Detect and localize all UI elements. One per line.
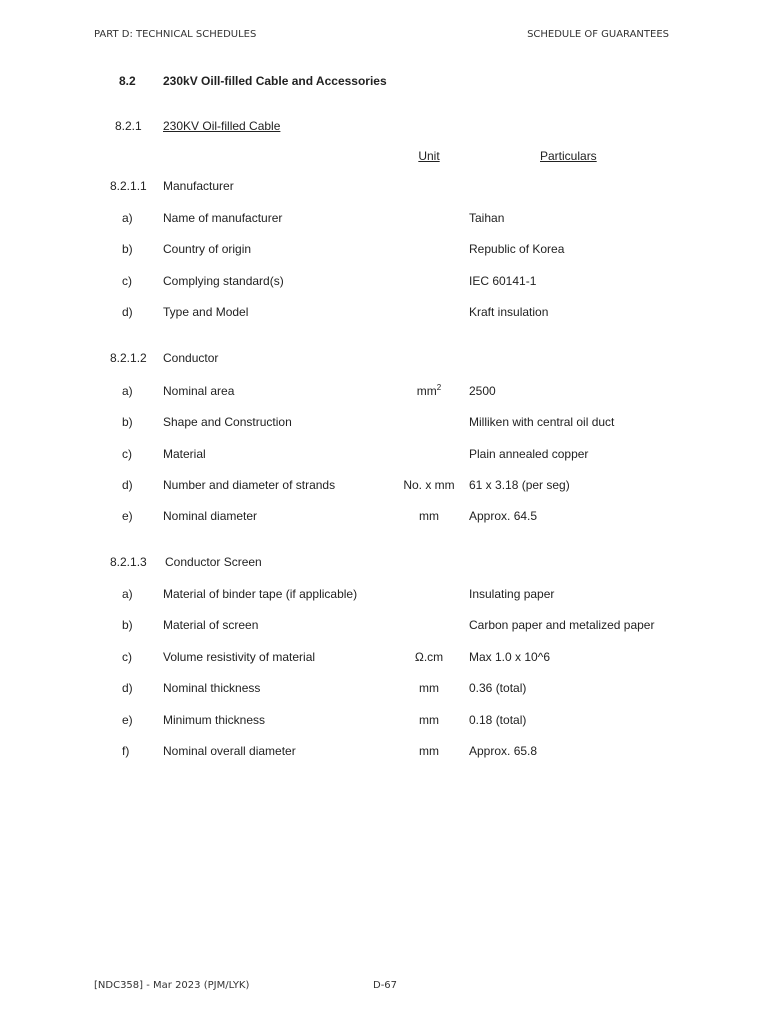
section-number: 8.2 — [119, 74, 136, 88]
row-letter: d) — [122, 305, 133, 319]
row-description: Nominal area — [163, 384, 235, 398]
row-value: IEC 60141-1 — [469, 274, 537, 288]
row-letter: a) — [122, 211, 133, 225]
section-title: 230kV Oill-filled Cable and Accessories — [163, 74, 387, 88]
row-value: Carbon paper and metalized paper — [469, 618, 655, 632]
row-description: Shape and Construction — [163, 415, 292, 429]
row-letter: c) — [122, 447, 132, 461]
group-number: 8.2.1.3 — [110, 555, 147, 569]
row-value: Insulating paper — [469, 587, 555, 601]
page-number: D-67 — [373, 980, 398, 991]
row-description: Country of origin — [163, 242, 252, 256]
unit-superscript: 2 — [436, 383, 442, 392]
row-letter: b) — [122, 618, 133, 632]
row-description: Number and diameter of strands — [163, 478, 336, 492]
group-title: Conductor — [163, 351, 219, 365]
subsection-number: 8.2.1 — [115, 119, 142, 133]
row-description: Nominal overall diameter — [163, 744, 296, 758]
row-letter: b) — [122, 242, 133, 256]
row-description: Minimum thickness — [163, 713, 266, 727]
row-value: 2500 — [469, 384, 496, 398]
row-value: 0.36 (total) — [469, 681, 527, 695]
subsection-title: 230KV Oil-filled Cable — [163, 119, 281, 133]
header-left: PART D: TECHNICAL SCHEDULES — [94, 29, 257, 40]
row-value: Plain annealed copper — [469, 447, 589, 461]
column-particulars-heading: Particulars — [540, 149, 597, 163]
row-value: Approx. 64.5 — [469, 509, 538, 523]
row-letter: e) — [122, 713, 133, 727]
column-unit-heading: Unit — [418, 149, 440, 163]
row-unit: mm — [419, 744, 439, 758]
row-unit — [400, 384, 458, 398]
row-description: Nominal diameter — [163, 509, 258, 523]
row-description: Complying standard(s) — [163, 274, 284, 288]
header-right: SCHEDULE OF GUARANTEES — [527, 29, 669, 40]
row-value: Republic of Korea — [469, 242, 565, 256]
row-unit: mm — [419, 713, 439, 727]
row-letter: d) — [122, 681, 133, 695]
row-value: Kraft insulation — [469, 305, 549, 319]
row-letter: e) — [122, 509, 133, 523]
footer-reference: [NDC358] - Mar 2023 (PJM/LYK) — [94, 980, 250, 991]
group-number: 8.2.1.1 — [110, 179, 147, 193]
row-description: Volume resistivity of material — [163, 650, 316, 664]
row-letter: a) — [122, 384, 133, 398]
row-unit: mm — [419, 681, 439, 695]
row-letter: c) — [122, 650, 132, 664]
row-value: Approx. 65.8 — [469, 744, 538, 758]
row-description: Nominal thickness — [163, 681, 261, 695]
group-title: Manufacturer — [163, 179, 234, 193]
row-description: Material of binder tape (if applicable) — [163, 587, 358, 601]
row-letter: c) — [122, 274, 132, 288]
group-number: 8.2.1.2 — [110, 351, 147, 365]
row-description: Type and Model — [163, 305, 249, 319]
row-value: 61 x 3.18 (per seg) — [469, 478, 570, 492]
row-description: Name of manufacturer — [163, 211, 283, 225]
group-title: Conductor Screen — [165, 555, 262, 569]
row-unit: No. x mm — [403, 478, 455, 492]
row-description: Material — [163, 447, 206, 461]
row-value: Max 1.0 x 10^6 — [469, 650, 551, 664]
unit-text: mm — [416, 384, 437, 398]
row-value: 0.18 (total) — [469, 713, 527, 727]
row-letter: a) — [122, 587, 133, 601]
row-unit: Ω.cm — [414, 650, 444, 664]
row-value: Taihan — [469, 211, 505, 225]
row-letter: d) — [122, 478, 133, 492]
row-unit: mm — [419, 509, 439, 523]
row-letter: f) — [122, 744, 130, 758]
row-value: Milliken with central oil duct — [469, 415, 615, 429]
row-letter: b) — [122, 415, 133, 429]
row-description: Material of screen — [163, 618, 259, 632]
